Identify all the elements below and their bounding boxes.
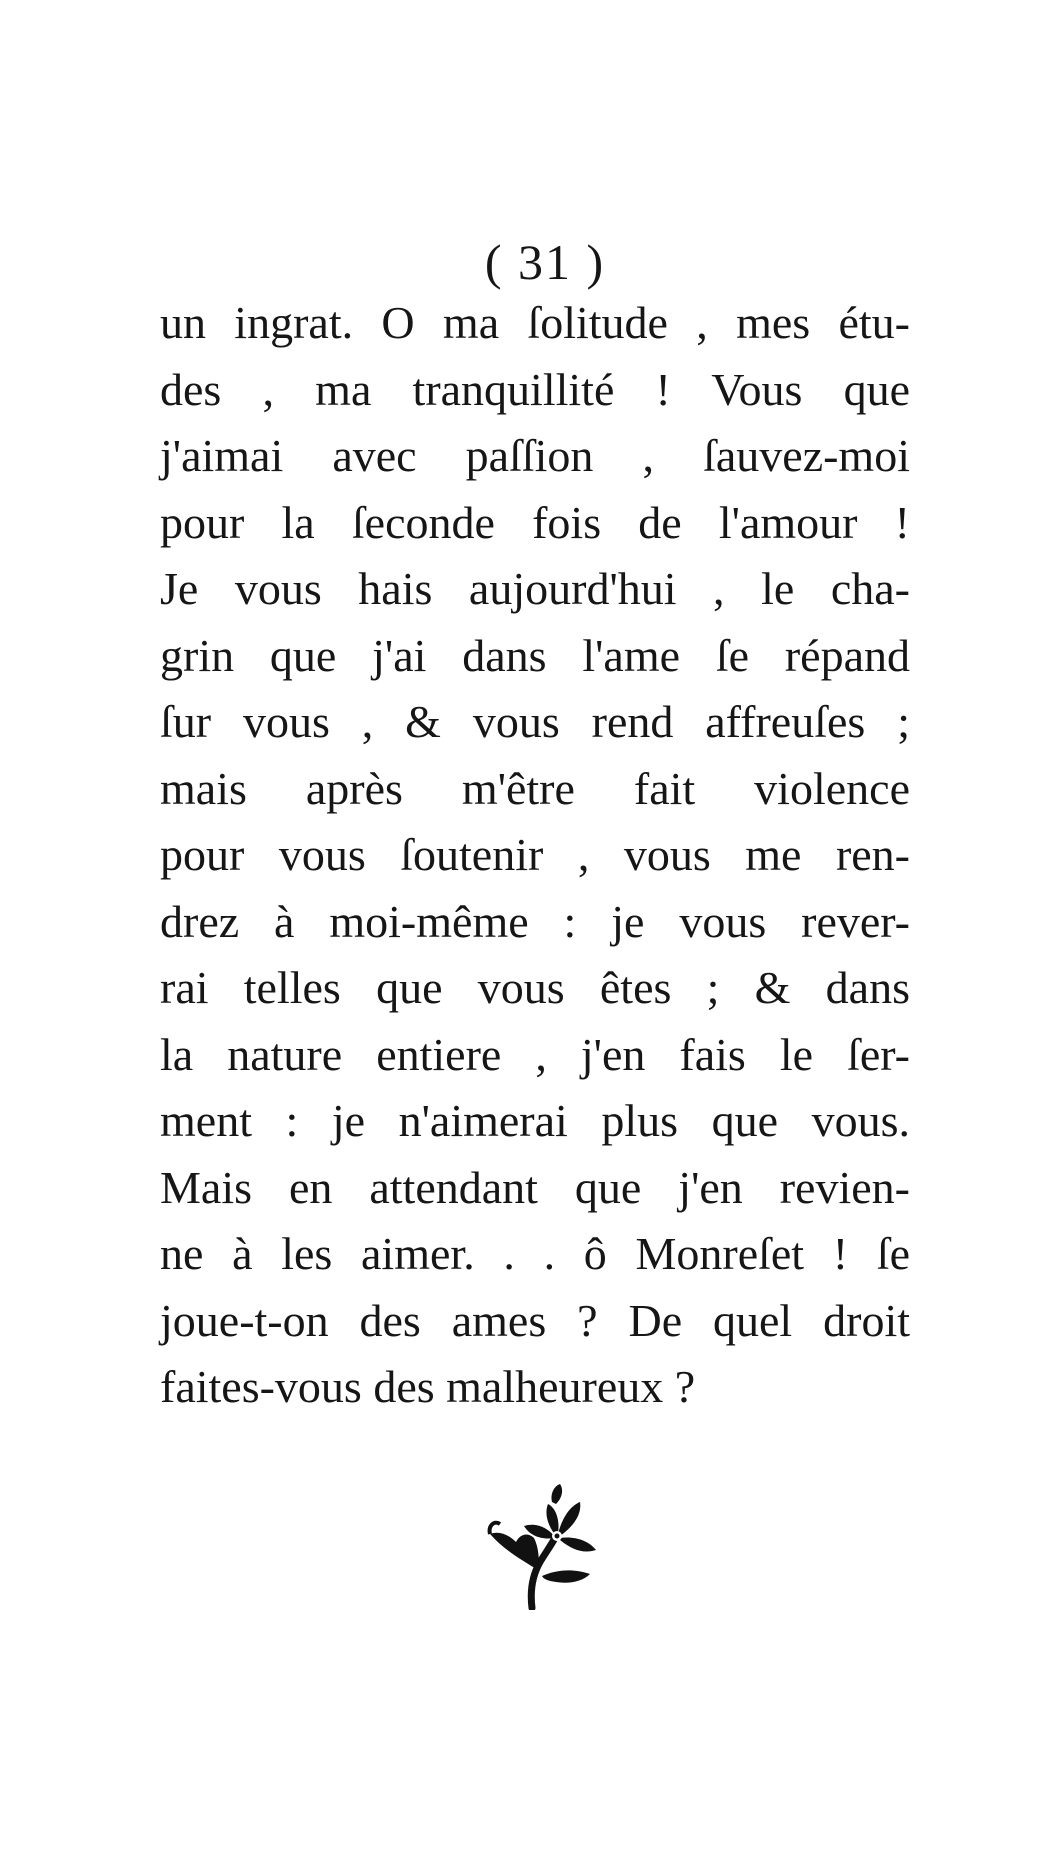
fleuron-flower-icon bbox=[486, 1480, 606, 1610]
text-line: grin que j'ai dans l'ame ſe répand bbox=[160, 629, 910, 681]
text-line: joue-t-on des ames ? De quel droit bbox=[160, 1294, 910, 1346]
text-line: Mais en attendant que j'en revien- bbox=[160, 1161, 910, 1213]
text-line: des , ma tranquillité ! Vous que bbox=[160, 363, 910, 415]
text-line: Je vous hais aujourd'hui , le cha- bbox=[160, 563, 910, 614]
text-line: ne à les aimer. . . ô Monreſet ! ſe bbox=[160, 1228, 910, 1279]
text-line: pour la ſeconde fois de l'amour ! bbox=[160, 496, 910, 548]
text-line: mais après m'être fait violence bbox=[160, 762, 910, 814]
text-line: drez à moi-même : je vous rever- bbox=[160, 895, 910, 947]
text-line: un ingrat. O ma ſolitude , mes étu- bbox=[160, 297, 910, 348]
text-line: la nature entiere , j'en fais le ſer- bbox=[160, 1028, 910, 1080]
text-line-last: faites-vous des malheureux ? bbox=[160, 1361, 696, 1412]
text-line: j'aimai avec paſſion , ſauvez-moi bbox=[160, 430, 910, 481]
text-line: ment : je n'aimerai plus que vous. bbox=[160, 1095, 910, 1146]
text-line: rai telles que vous êtes ; & dans bbox=[160, 962, 910, 1013]
body-text bbox=[160, 290, 910, 1421]
page-number: ( 31 ) bbox=[484, 234, 606, 290]
text-line: ſur vous , & vous rend affreuſes ; bbox=[160, 696, 910, 747]
text-line: pour vous ſoutenir , vous me ren- bbox=[160, 829, 910, 880]
